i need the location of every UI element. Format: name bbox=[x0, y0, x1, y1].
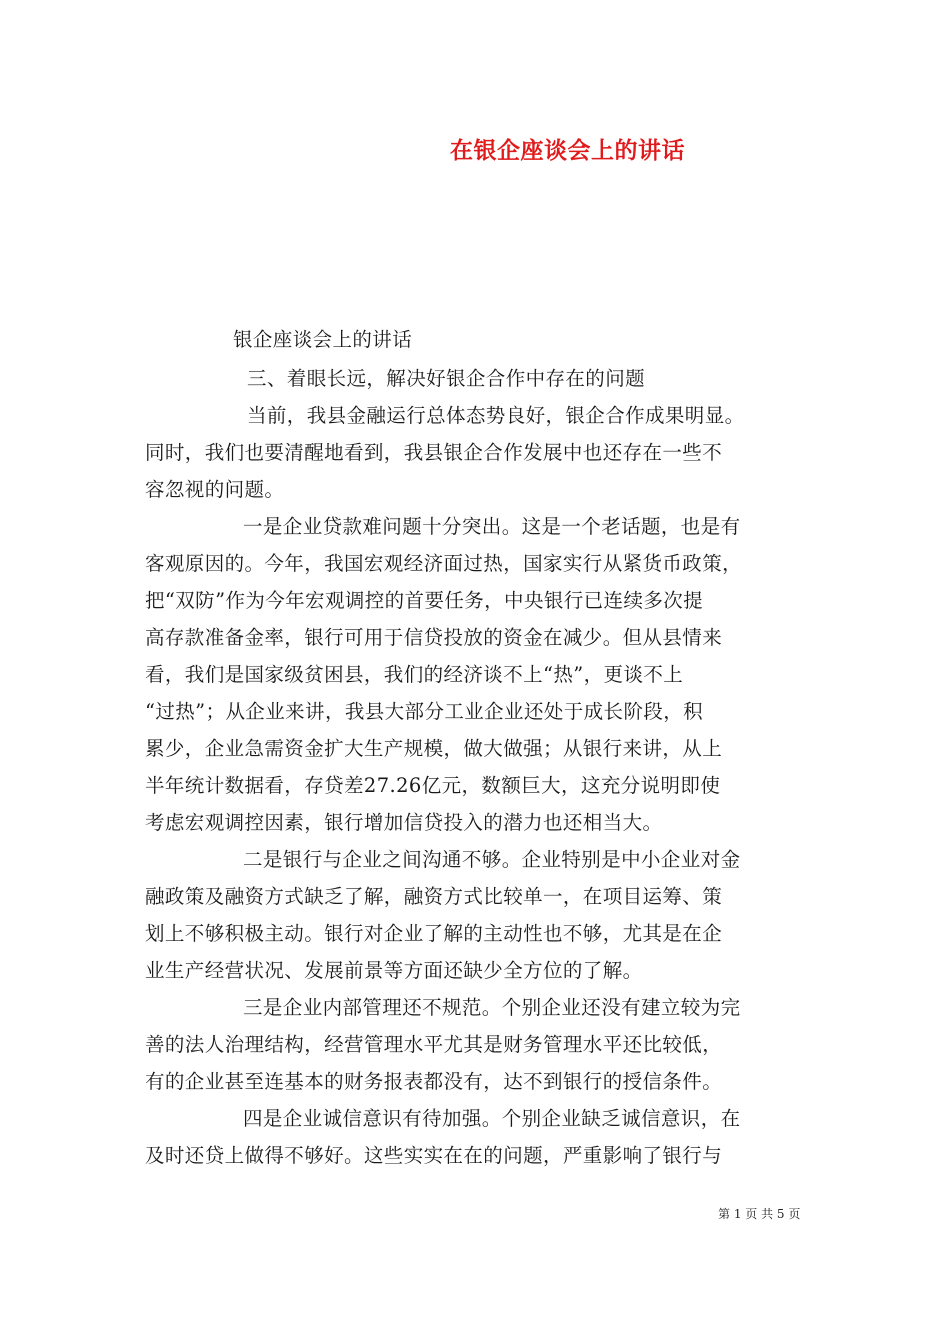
paragraph-line: 同时，我们也要清醒地看到，我县银企合作发展中也还存在一些不 bbox=[145, 441, 723, 464]
paragraph-line: 把“双防”作为今年宏观调控的首要任务，中央银行已连续多次提 bbox=[145, 589, 704, 612]
paragraph-line: 划上不够积极主动。银行对企业了解的主动性也不够，尤其是在企 bbox=[145, 922, 723, 945]
paragraph-line: 高存款准备金率，银行可用于信贷投放的资金在减少。但从县情来 bbox=[145, 626, 723, 649]
paragraph-line: 一是企业贷款难问题十分突出。这是一个老话题，也是有 bbox=[243, 515, 741, 538]
paragraph-line: 看，我们是国家级贫困县，我们的经济谈不上“热”，更谈不上 bbox=[145, 663, 684, 686]
paragraph-line: 三是企业内部管理还不规范。个别企业还没有建立较为完 bbox=[243, 996, 741, 1019]
page-number: 第 1 页 共 5 页 bbox=[718, 1207, 801, 1221]
paragraph-line: 累少，企业急需资金扩大生产规模，做大做强；从银行来讲，从上 bbox=[145, 737, 723, 760]
paragraph-line: 有的企业甚至连基本的财务报表都没有，达不到银行的授信条件。 bbox=[145, 1070, 723, 1093]
document-title: 在银企座谈会上的讲话 bbox=[450, 137, 685, 164]
paragraph-line: 善的法人治理结构，经营管理水平尤其是财务管理水平还比较低， bbox=[145, 1033, 723, 1056]
paragraph-line: 考虑宏观调控因素，银行增加信贷投入的潜力也还相当大。 bbox=[145, 811, 663, 834]
subtitle-line: 银企座谈会上的讲话 bbox=[233, 328, 413, 351]
paragraph-line: 业生产经营状况、发展前景等方面还缺少全方位的了解。 bbox=[145, 959, 643, 982]
paragraph-line: 及时还贷上做得不够好。这些实实在在的问题，严重影响了银行与 bbox=[145, 1144, 723, 1167]
paragraph-line: 客观原因的。今年，我国宏观经济面过热，国家实行从紧货币政策， bbox=[145, 552, 743, 575]
paragraph-line: 四是企业诚信意识有待加强。个别企业缺乏诚信意识，在 bbox=[243, 1107, 741, 1130]
paragraph-line: “过热”；从企业来讲，我县大部分工业企业还处于成长阶段，积 bbox=[145, 700, 704, 723]
paragraph-line: 半年统计数据看，存贷差27.26亿元，数额巨大，这充分说明即使 bbox=[145, 774, 721, 797]
paragraph-line: 容忽视的问题。 bbox=[145, 478, 285, 501]
paragraph-line: 融政策及融资方式缺乏了解，融资方式比较单一，在项目运筹、策 bbox=[145, 885, 723, 908]
section-heading: 三、着眼长远，解决好银企合作中存在的问题 bbox=[247, 367, 646, 390]
paragraph-line: 当前，我县金融运行总体态势良好，银企合作成果明显。 bbox=[247, 404, 745, 427]
paragraph-line: 二是银行与企业之间沟通不够。企业特别是中小企业对金 bbox=[243, 848, 741, 871]
